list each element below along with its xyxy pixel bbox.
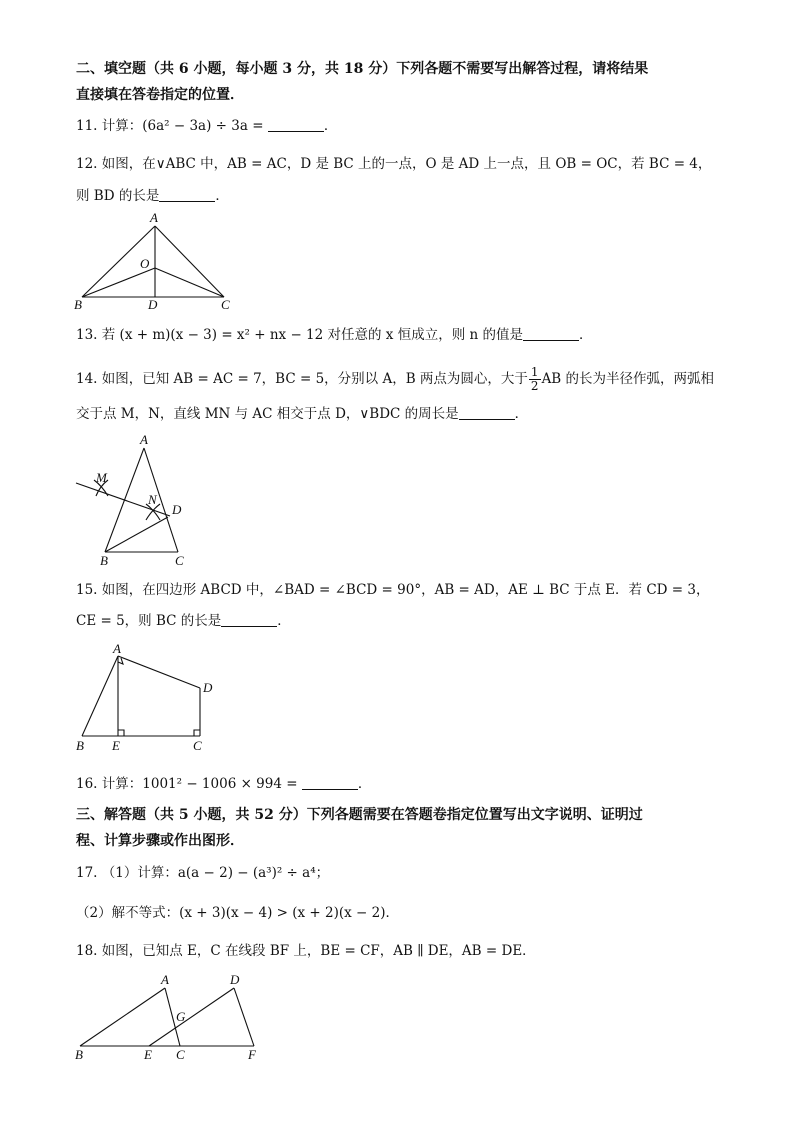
figure-q15-quadrilateral — [72, 640, 222, 758]
label-B: B — [75, 1047, 83, 1062]
question-14-line1 — [76, 366, 716, 393]
label-C: C — [176, 1047, 185, 1062]
label-M: M — [96, 470, 107, 485]
label-A: A — [150, 210, 158, 225]
label-D: D — [148, 297, 158, 312]
segment-OC — [155, 268, 224, 297]
segment-AC — [155, 226, 224, 297]
figure-q18-triangles — [72, 970, 272, 1065]
label-A: A — [113, 641, 121, 656]
label-D: D — [172, 502, 182, 517]
answer-blank-14[interactable] — [459, 405, 515, 420]
question-12-line2 — [76, 187, 716, 205]
label-C: C — [193, 738, 202, 753]
segment-AD — [118, 656, 200, 688]
label-E: E — [112, 738, 120, 753]
section3-heading-line1: 三、解答题（共 5 小题，共 52 分）下列各题需要在答题卷指定位置写出文字说明、证明过 — [76, 807, 643, 823]
segment-DE — [149, 988, 234, 1046]
label-A: A — [161, 972, 169, 987]
right-angle-E — [118, 730, 124, 736]
question-11-text: 11. 计算：(6a² − 3a) ÷ 3a = — [76, 118, 268, 134]
section2-heading-line2: 直接填在答卷指定的位置． — [76, 87, 244, 103]
label-N: N — [148, 492, 157, 507]
label-A: A — [140, 432, 148, 447]
label-G: G — [176, 1009, 186, 1024]
answer-blank-15[interactable] — [221, 612, 277, 627]
label-D: D — [230, 972, 240, 987]
question-15-line2 — [76, 612, 716, 630]
question-16 — [76, 775, 716, 793]
question-14-line2 — [76, 405, 716, 423]
label-B: B — [74, 297, 82, 312]
question-14-text-c: 交于点 M，N，直线 MN 与 AC 相交于点 D，∨BDC 的周长是 — [76, 406, 459, 422]
segment-DF — [234, 988, 254, 1046]
question-15-line1: 15. 如图，在四边形 ABCD 中，∠BAD = ∠BCD = 90°，AB = AD，AE ⊥ BC 于点 E．若 CD = 3， — [76, 582, 710, 598]
question-14-text-a: 14. 如图，已知 AB = AC = 7，BC = 5，分别以 A，B 两点为圆心，大于 — [76, 371, 528, 387]
question-14-end: ． — [514, 406, 529, 422]
label-D: D — [203, 680, 213, 695]
answer-blank-16[interactable] — [302, 775, 358, 790]
fraction-denominator: 2 — [530, 379, 539, 393]
question-15-end: ． — [277, 613, 291, 629]
answer-blank-12[interactable] — [159, 187, 215, 202]
label-B: B — [100, 553, 108, 568]
segment-BD — [105, 517, 168, 552]
segment-AB — [80, 988, 165, 1046]
right-angle-C — [194, 730, 200, 736]
question-13-text: 13. 若 (x + m)(x − 3) = x² + nx − 12 对任意的 x 恒成立，则 n 的值是 — [76, 327, 523, 343]
question-12-line1: 12. 如图，在∨ABC 中，AB = AC，D 是 BC 上的一点，O 是 AD 上一点，且 OB = OC，若 BC = 4， — [76, 156, 712, 172]
fraction-one-half — [529, 366, 541, 393]
question-16-end: ． — [357, 776, 372, 792]
question-17-part2: （2）解不等式：(x + 3)(x − 4) > (x + 2)(x − 2)． — [76, 905, 400, 921]
segment-OB — [82, 268, 155, 297]
question-13 — [76, 326, 716, 344]
label-O: O — [140, 256, 150, 271]
question-15-text: CE = 5，则 BC 的长是 — [76, 613, 222, 629]
label-B: B — [76, 738, 84, 753]
question-16-text: 16. 计算：1001² − 1006 × 994 = — [76, 776, 302, 792]
question-17-part1: 17. （1）计算：a(a − 2) − (a³)² ÷ a⁴； — [76, 865, 330, 881]
fraction-numerator: 1 — [530, 365, 539, 379]
segment-AB — [82, 656, 118, 736]
question-12-end: ． — [215, 188, 229, 204]
right-angle-A — [118, 658, 123, 664]
label-E: E — [144, 1047, 152, 1062]
question-11 — [76, 117, 716, 135]
answer-blank-13[interactable] — [523, 326, 579, 341]
answer-blank-11[interactable] — [268, 117, 324, 132]
label-C: C — [175, 553, 184, 568]
label-F: F — [248, 1047, 256, 1062]
question-13-end: ． — [578, 327, 593, 343]
question-14-text-b: AB 的长为半径作弧，两弧相 — [541, 371, 715, 387]
figure-q14-construction — [72, 430, 202, 570]
figure-q12-triangle — [70, 208, 240, 313]
question-18: 18. 如图，已知点 E，C 在线段 BF 上，BE = CF，AB ∥ DE，AB = DE． — [76, 943, 536, 959]
section2-heading-line1: 二、填空题（共 6 小题，每小题 3 分，共 18 分）下列各题不需要写出解答过程，请将结果 — [76, 61, 649, 77]
section3-heading-line2: 程、计算步骤或作出图形． — [76, 833, 244, 849]
label-C: C — [221, 297, 230, 312]
question-12-text: 则 BD 的长是 — [76, 188, 160, 204]
question-11-end: ． — [323, 118, 338, 134]
